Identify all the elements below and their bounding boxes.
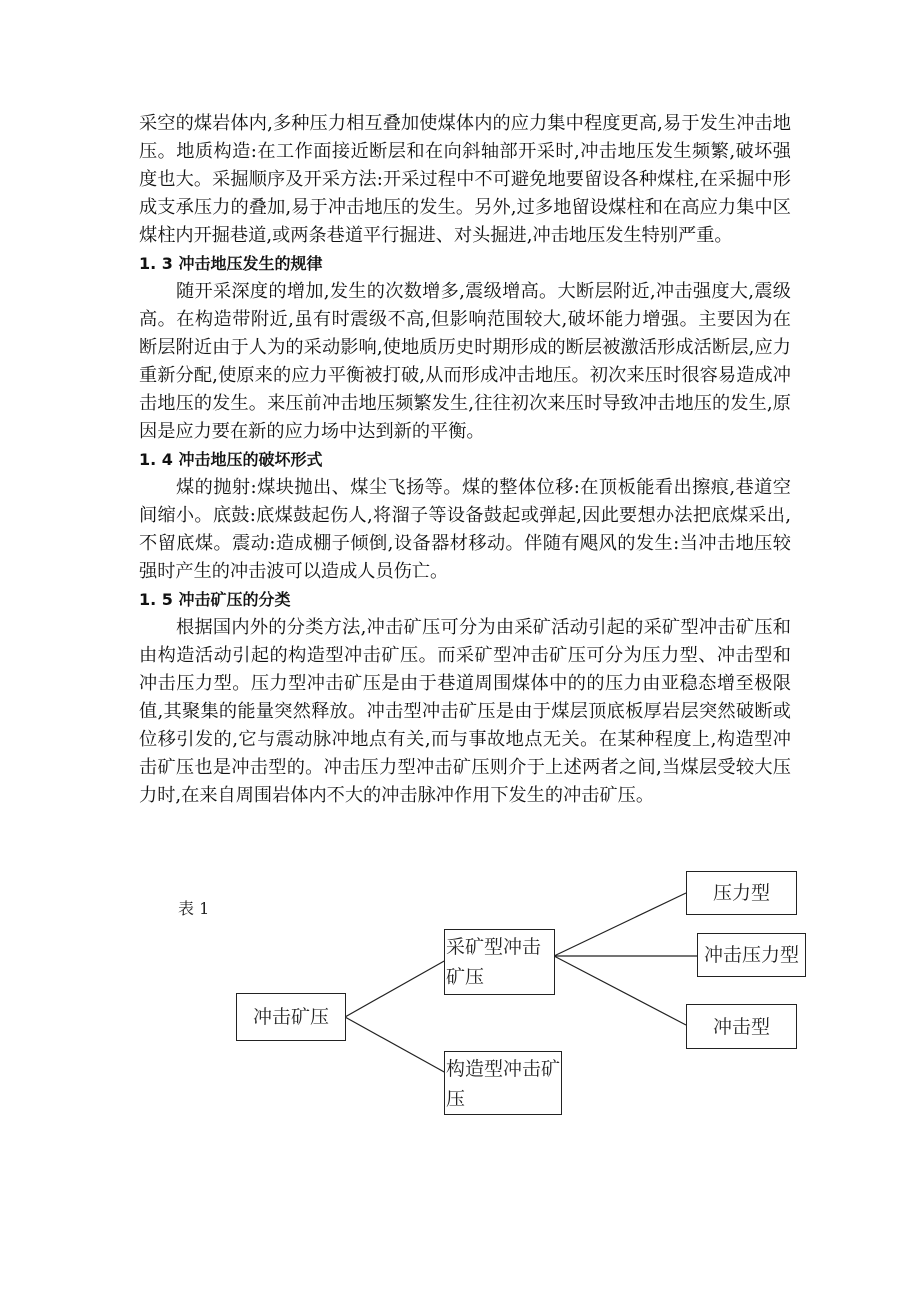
connector-root-to-tectonic (345, 1017, 446, 1073)
node-tectonic-type (444, 1051, 562, 1115)
node-mining-type (444, 929, 555, 995)
body-text (139, 110, 791, 810)
section-heading-1-5: 1. 5 冲击矿压的分类 (139, 590, 291, 609)
table-label: 表 1 (178, 899, 210, 918)
node-impact-pressure-type-label: 冲击压力型 (703, 944, 799, 966)
paragraph-rules: 随开采深度的增加,发生的次数增多,震级增高。大断层附近,冲击强度大,震级高。在构造带附近,虽有时震级不高,但影响范围较大,破坏能力增强。主要因为在断层附近由于人为的采动影响,使地质历史时期形成的断层被激活形成活断层,应力重新分配,使原来的应力平衡被打破,从而形成冲击地压。初次来压时很容易造成冲击地压的发生。来压前冲击地压频繁发生,往往初次来压时导致冲击地压的发生,原因是应力要在新的应力场中达到新的平衡。 (139, 281, 791, 442)
node-impact-type (686, 1004, 797, 1049)
connector-root-to-mining (345, 960, 446, 1017)
node-impact-type-label: 冲击型 (712, 1015, 770, 1038)
paragraph-classification: 根据国内外的分类方法,冲击矿压可分为由采矿活动引起的采矿型冲击矿压和由构造活动引起的构造型冲击矿压。而采矿型冲击矿压可分为压力型、冲击型和冲击压力型。压力型冲击矿压是由于巷道周围煤体中的的压力由亚稳态增至极限值,其聚集的能量突然释放。冲击型冲击矿压是由于煤层顶底板厚岩层突然破断或位移引发的,它与震动脉冲地点有关,而与事故地点无关。在某种程度上,构造型冲击矿压也是冲击型的。冲击压力型冲击矿压则介于上述两者之间,当煤层受较大压力时,在来自周围岩体内不大的冲击脉冲作用下发生的冲击矿压。 (139, 617, 791, 806)
node-pressure-type (686, 871, 797, 915)
section-heading-1-4: 1. 4 冲击地压的破坏形式 (139, 450, 323, 469)
paragraph-failure-forms: 煤的抛射:煤块抛出、煤尘飞扬等。煤的整体位移:在顶板能看出擦痕,巷道空间缩小。底鼓:底煤鼓起伤人,将溜子等设备鼓起或弹起,因此要想办法把底煤采出,不留底煤。震动:造成棚子倾倒,设备器材移动。伴随有飓风的发生:当冲击地压较强时产生的冲击波可以造成人员伤亡。 (139, 477, 791, 582)
node-root-label: 冲击矿压 (252, 1006, 329, 1028)
node-root (236, 993, 346, 1041)
connector-mining-to-impact (554, 956, 686, 1025)
node-tectonic-type-label: 构造型冲击矿压 (446, 1058, 561, 1110)
section-heading-1-3: 1. 3 冲击地压发生的规律 (139, 254, 323, 273)
node-mining-type-label: 采矿型冲击矿压 (446, 936, 542, 988)
connector-mining-to-pressure (554, 893, 686, 956)
paragraph-intro: 采空的煤岩体内,多种压力相互叠加使煤体内的应力集中程度更高,易于发生冲击地压。地质构造:在工作面接近断层和在向斜轴部开采时,冲击地压发生频繁,破坏强度也大。采掘顺序及开采方法:开采过程中不可避免地要留设各种煤柱,在采掘中形成支承压力的叠加,易于冲击地压的发生。另外,过多地留设煤柱和在高应力集中区煤柱内开掘巷道,或两条巷道平行掘进、对头掘进,冲击地压发生特别严重。 (139, 113, 791, 246)
node-pressure-type-label: 压力型 (712, 882, 770, 904)
node-impact-pressure-type (697, 933, 806, 977)
